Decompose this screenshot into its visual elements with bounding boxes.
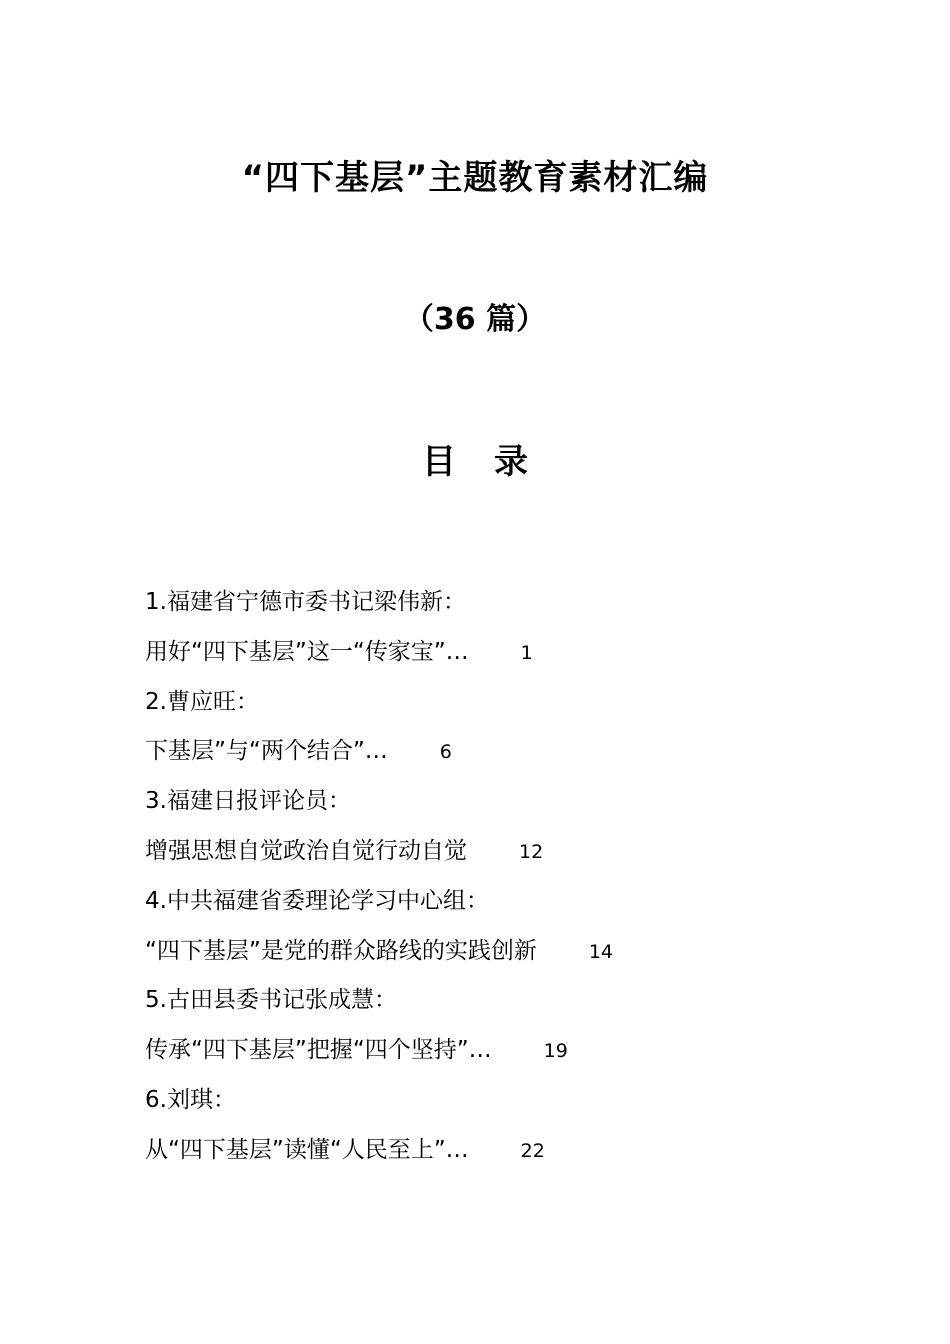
- document-title: “四下基层”主题教育素材汇编: [241, 158, 709, 198]
- toc-entry-author: 4.中共福建省委理论学习中心组：: [145, 887, 489, 914]
- table-of-contents: [145, 578, 845, 1176]
- toc-entry-title[interactable]: “四下基层”是党的群众路线的实践创新: [145, 937, 537, 964]
- toc-entry-title[interactable]: 传承“四下基层”把握“四个坚持”…: [145, 1037, 492, 1064]
- toc-entry-author: 6.刘琪：: [145, 1086, 236, 1113]
- toc-entry-title[interactable]: 用好“四下基层”这一“传家宝”…: [145, 638, 469, 665]
- toc-entry-page: 14: [588, 940, 614, 963]
- toc-entry-author: 3.福建日报评论员：: [145, 788, 351, 815]
- toc-entry-page: 12: [519, 840, 544, 863]
- document-subtitle: （36 篇）: [403, 302, 547, 337]
- toc-heading-left: 目: [422, 442, 456, 482]
- toc-entry-page: 6: [439, 741, 452, 764]
- toc-entry-title-line[interactable]: [145, 628, 845, 678]
- toc-entry-page: 22: [520, 1139, 545, 1162]
- toc-entry-page: 1: [520, 641, 533, 664]
- toc-entry-title-line[interactable]: [145, 827, 845, 877]
- toc-entry-author: 2.曹应旺：: [145, 688, 259, 715]
- toc-entry-title-line[interactable]: [145, 727, 845, 777]
- toc-entry-author: 1.福建省宁德市委书记梁伟新：: [145, 589, 466, 615]
- toc-entry-title[interactable]: 从“四下基层”读懂“人民至上”…: [145, 1136, 469, 1163]
- toc-entry-author: 5.古田县委书记张成慧：: [145, 987, 397, 1014]
- toc-entry-title[interactable]: 下基层”与“两个结合”…: [145, 738, 388, 765]
- toc-entry-title-line[interactable]: [145, 927, 845, 977]
- toc-heading-right: 录: [494, 442, 528, 482]
- toc-heading: [0, 440, 950, 484]
- toc-entry-title[interactable]: 增强思想自觉政治自觉行动自觉: [145, 837, 467, 864]
- toc-entry-page: 19: [543, 1040, 568, 1063]
- toc-entry-title-line[interactable]: [145, 1126, 845, 1176]
- toc-entry-title-line[interactable]: [145, 1026, 845, 1076]
